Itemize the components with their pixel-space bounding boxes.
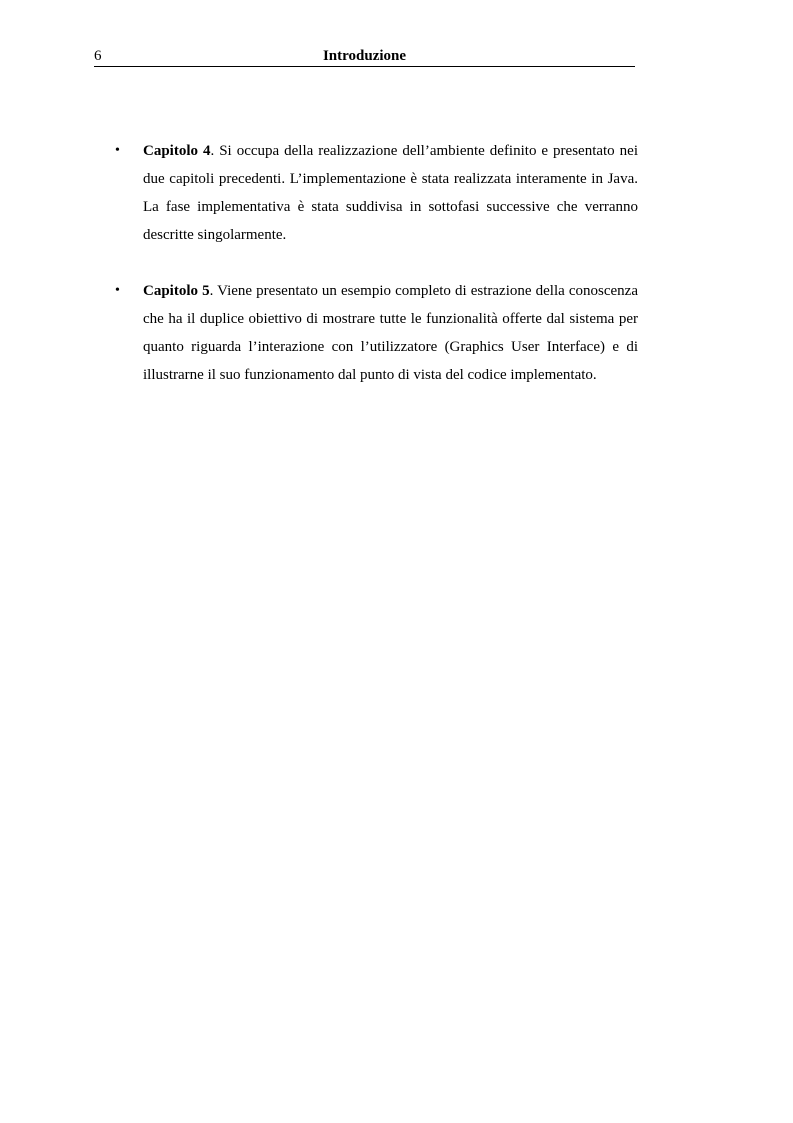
page-number: 6 (94, 48, 102, 64)
bullet-icon: • (115, 143, 120, 158)
chapter-list (115, 137, 638, 389)
bullet-icon: • (115, 283, 120, 298)
chapter-title: Capitolo 4 (143, 143, 211, 159)
chapter-title: Capitolo 5 (143, 283, 210, 299)
list-item-chapter-4 (115, 137, 638, 249)
chapter-description: . Viene presentato un esempio completo di estrazione della conoscenza che ha il duplice obiettivo di mostrare tutte le funzionalità offerte dal sistema per quanto riguarda l’interazione con l’utilizzatore (Graphics User Interface) e di illustrarne il suo funzionamento dal punto di vista del codice implementato. (143, 283, 638, 383)
list-item-chapter-5 (115, 277, 638, 389)
header-title: Introduzione (322, 48, 407, 64)
running-header (94, 46, 635, 67)
chapter-description: . Si occupa della realizzazione dell’ambiente definito e presentato nei due capitoli precedenti. L’implementazione è stata realizzata interamente in Java. La fase implementativa è stata suddivisa in sottofasi successive che verranno descritte singolarmente. (143, 143, 638, 243)
